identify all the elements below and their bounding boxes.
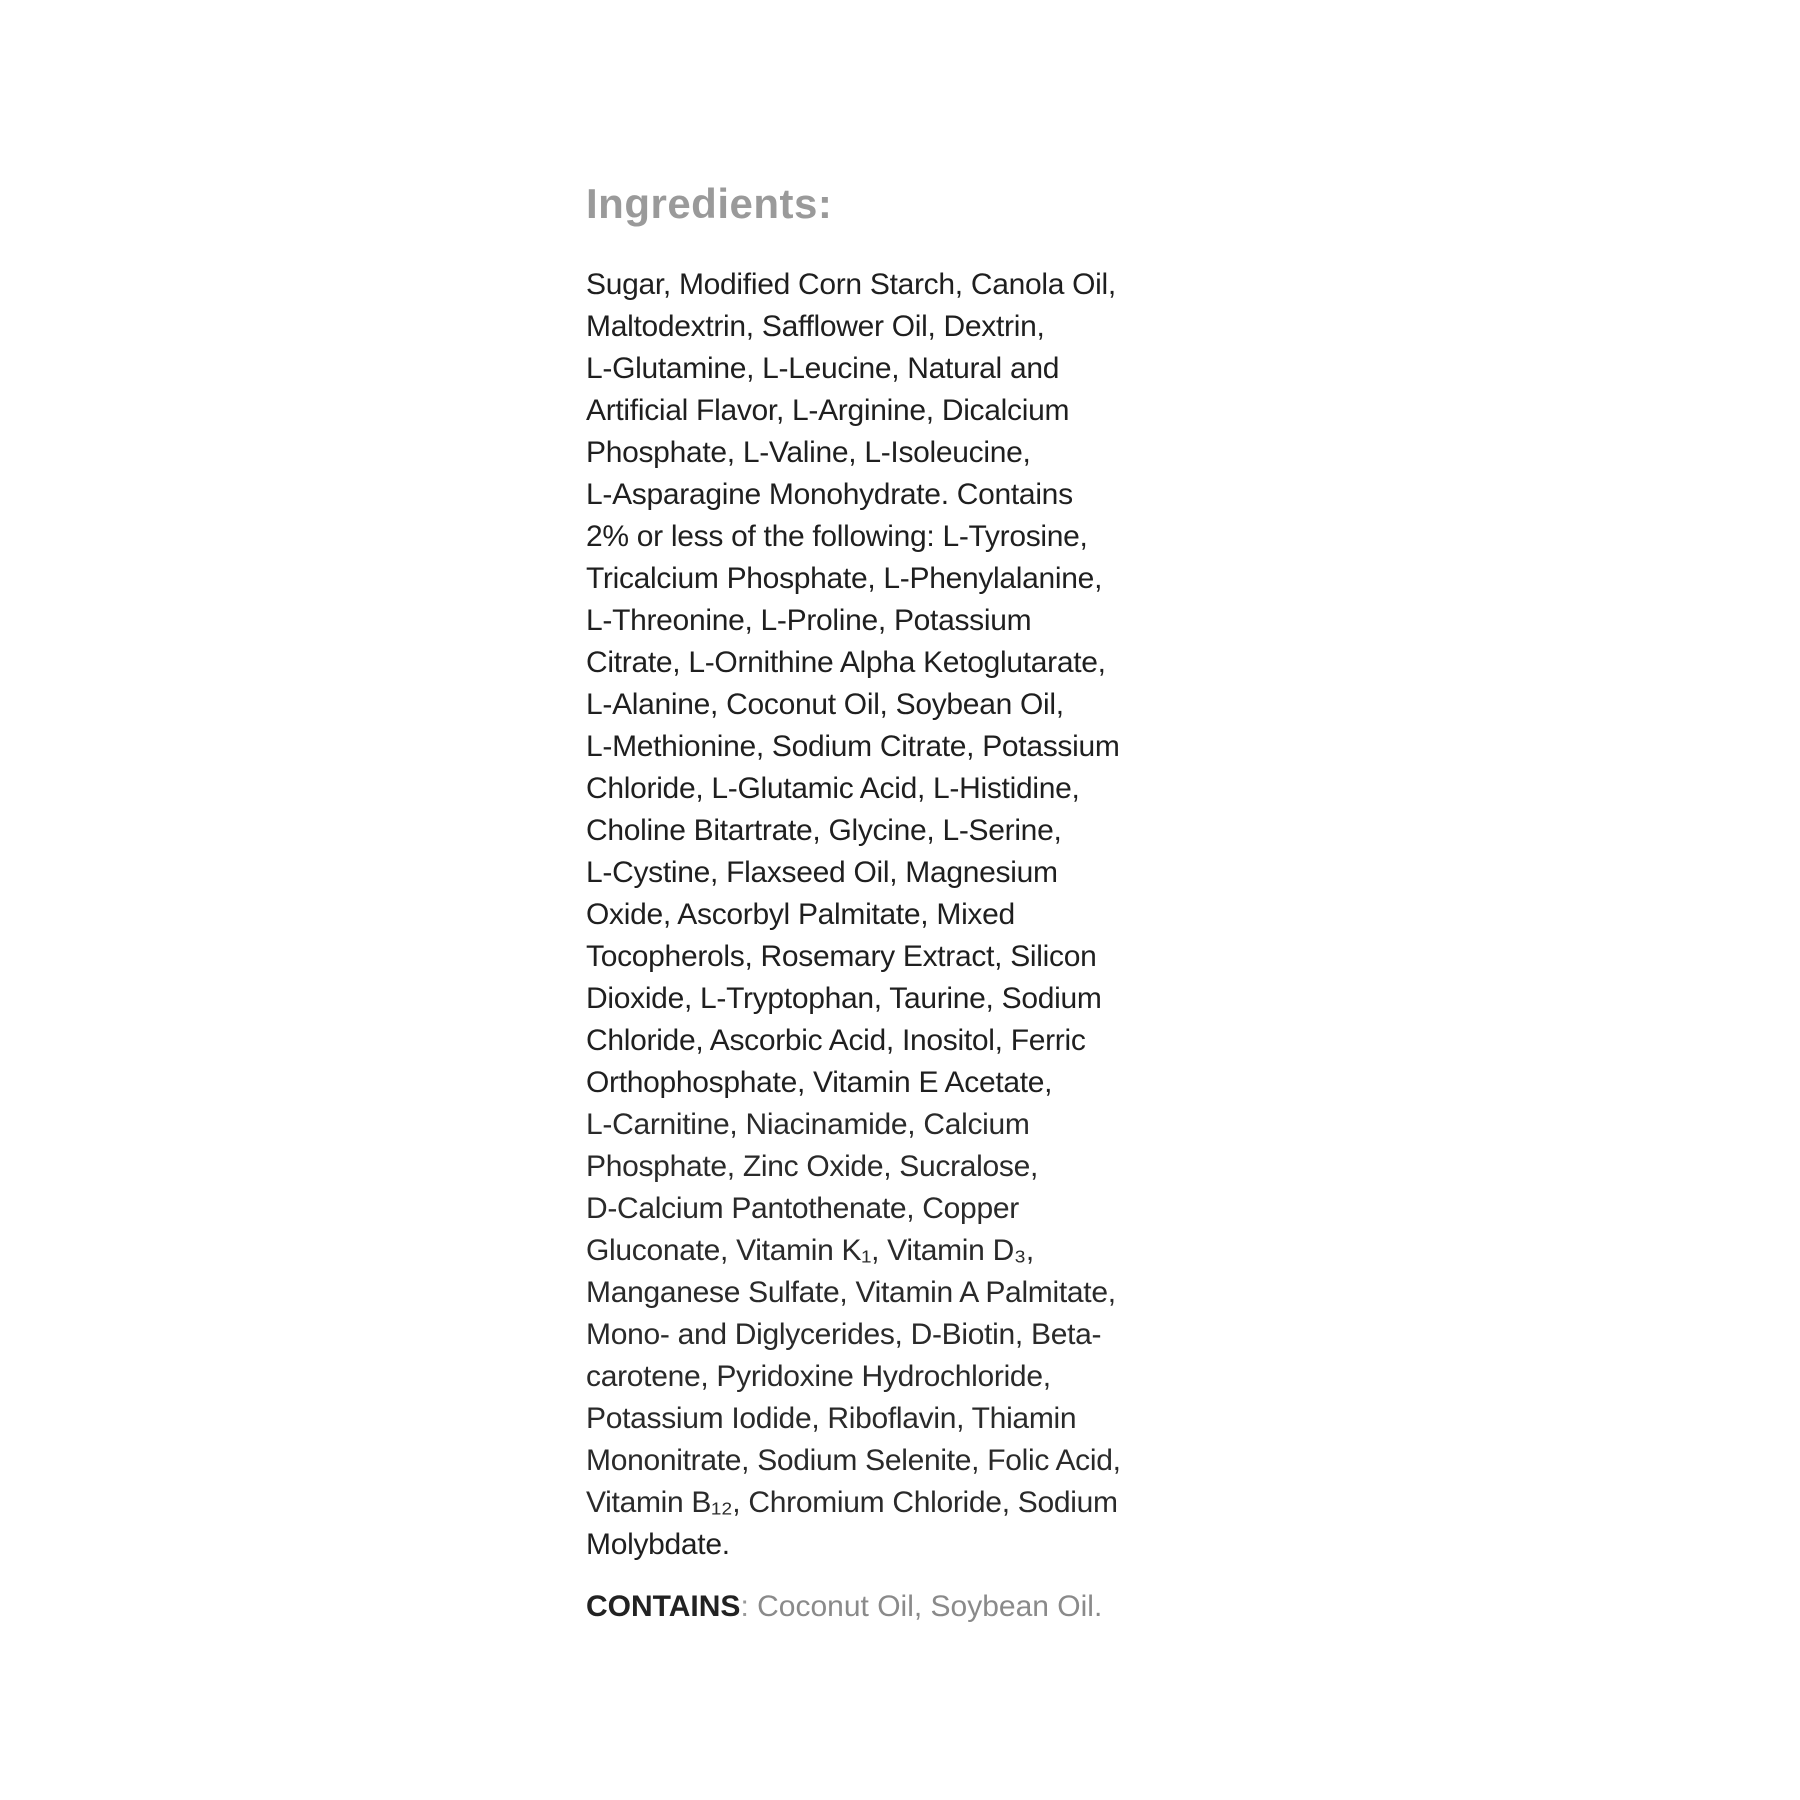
ingredient-line: L-Threonine, L-Proline, Potassium <box>586 604 1032 637</box>
ingredients-list <box>586 264 1236 1566</box>
ingredient-line: Tricalcium Phosphate, L-Phenylalanine, <box>586 562 1103 595</box>
ingredient-line: 2% or less of the following: L-Tyrosine, <box>586 520 1088 553</box>
ingredient-line: L-Glutamine, L-Leucine, Natural and <box>586 352 1060 385</box>
ingredient-line: D-Calcium Pantothenate, Copper <box>586 1192 1019 1225</box>
allergen-statement <box>586 1586 1236 1628</box>
ingredient-line: Vitamin B₁₂, Chromium Chloride, Sodium <box>586 1486 1118 1519</box>
ingredient-line: Gluconate, Vitamin K₁, Vitamin D₃, <box>586 1234 1034 1267</box>
ingredient-line: Molybdate. <box>586 1528 730 1561</box>
ingredients-label-panel <box>586 178 1236 1628</box>
ingredient-line: carotene, Pyridoxine Hydrochloride, <box>586 1360 1051 1393</box>
ingredient-line: Mono- and Diglycerides, D-Biotin, Beta- <box>586 1318 1102 1351</box>
ingredient-line: L-Methionine, Sodium Citrate, Potassium <box>586 730 1120 763</box>
ingredient-line: Phosphate, L-Valine, L-Isoleucine, <box>586 436 1031 469</box>
ingredient-line: Maltodextrin, Safflower Oil, Dextrin, <box>586 310 1045 343</box>
ingredient-line: L-Alanine, Coconut Oil, Soybean Oil, <box>586 688 1064 721</box>
ingredient-line: L-Asparagine Monohydrate. Contains <box>586 478 1073 511</box>
ingredient-line: Potassium Iodide, Riboflavin, Thiamin <box>586 1402 1077 1435</box>
ingredient-line: Choline Bitartrate, Glycine, L-Serine, <box>586 814 1062 847</box>
ingredient-line: Tocopherols, Rosemary Extract, Silicon <box>586 940 1097 973</box>
ingredient-line: Phosphate, Zinc Oxide, Sucralose, <box>586 1150 1039 1183</box>
contains-label: CONTAINS <box>586 1590 741 1623</box>
ingredient-line: L-Cystine, Flaxseed Oil, Magnesium <box>586 856 1058 889</box>
ingredient-line: Chloride, Ascorbic Acid, Inositol, Ferric <box>586 1024 1086 1057</box>
ingredient-line: Sugar, Modified Corn Starch, Canola Oil, <box>586 268 1116 301</box>
ingredients-heading: Ingredients: <box>586 180 833 227</box>
ingredient-line: Chloride, L-Glutamic Acid, L-Histidine, <box>586 772 1080 805</box>
ingredient-line: Oxide, Ascorbyl Palmitate, Mixed <box>586 898 1015 931</box>
ingredient-line: Artificial Flavor, L-Arginine, Dicalcium <box>586 394 1070 427</box>
ingredient-line: Mononitrate, Sodium Selenite, Folic Acid, <box>586 1444 1121 1477</box>
ingredient-line: Dioxide, L-Tryptophan, Taurine, Sodium <box>586 982 1102 1015</box>
ingredient-line: Citrate, L-Ornithine Alpha Ketoglutarate, <box>586 646 1106 679</box>
contains-value: Coconut Oil, Soybean Oil. <box>748 1590 1103 1623</box>
ingredient-line: L-Carnitine, Niacinamide, Calcium <box>586 1108 1030 1141</box>
contains-separator: : <box>740 1590 749 1623</box>
ingredient-line: Orthophosphate, Vitamin E Acetate, <box>586 1066 1053 1099</box>
ingredient-line: Manganese Sulfate, Vitamin A Palmitate, <box>586 1276 1116 1309</box>
